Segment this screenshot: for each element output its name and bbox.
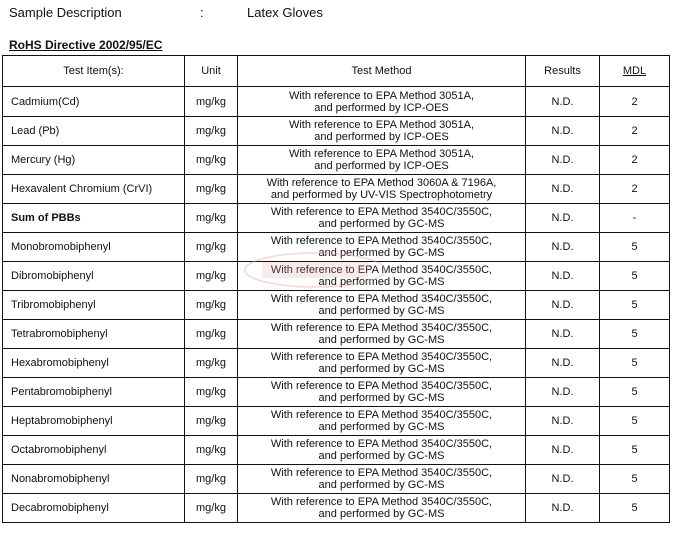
test-method-line2: and performed by ICP-OES: [314, 101, 449, 114]
unit-cell: mg/kg: [185, 291, 238, 320]
test-method-line1: With reference to EPA Method 3540C/3550C,: [270, 351, 493, 363]
header-mdl: MDL: [600, 56, 670, 87]
result-cell: N.D.: [526, 117, 600, 146]
test-method-line1: With reference to EPA Method 3540C/3550C,: [270, 235, 493, 247]
test-method-line1: With reference to EPA Method 3051A,: [288, 119, 475, 131]
result-cell: N.D.: [526, 349, 600, 378]
test-method-cell: [238, 204, 526, 233]
mdl-cell: 5: [600, 407, 670, 436]
test-item-cell: Lead (Pb): [3, 117, 185, 146]
result-cell: N.D.: [526, 436, 600, 465]
test-method-cell: [238, 436, 526, 465]
test-method-line1: With reference to EPA Method 3540C/3550C,: [270, 206, 493, 218]
test-item-cell: Tribromobiphenyl: [3, 291, 185, 320]
test-method-cell: [238, 146, 526, 175]
test-method-line2: and performed by ICP-OES: [314, 160, 449, 172]
unit-cell: mg/kg: [185, 262, 238, 291]
unit-cell: mg/kg: [185, 320, 238, 349]
mdl-cell: 2: [600, 146, 670, 175]
test-item-cell: Mercury (Hg): [3, 146, 185, 175]
test-item-cell: Monobromobiphenyl: [3, 233, 185, 262]
test-method-line1: With reference to EPA Method 3060A & 7196A,: [266, 177, 497, 189]
result-cell: N.D.: [526, 233, 600, 262]
test-method-cell: [238, 320, 526, 349]
unit-cell: mg/kg: [185, 378, 238, 407]
test-method-line1: With reference to EPA Method 3540C/3550C,: [270, 438, 493, 450]
test-item-cell: Dibromobiphenyl: [3, 262, 185, 291]
header-results: Results: [526, 56, 600, 87]
results-table: [2, 55, 670, 523]
table-row: [3, 117, 670, 146]
table-row: [3, 465, 670, 494]
table-row: [3, 87, 670, 117]
table-row: [3, 407, 670, 436]
mdl-cell: 5: [600, 320, 670, 349]
result-cell: N.D.: [526, 146, 600, 175]
unit-cell: mg/kg: [185, 175, 238, 204]
table-row: [3, 378, 670, 407]
test-method-line2: and performed by GC-MS: [318, 450, 445, 462]
result-cell: N.D.: [526, 407, 600, 436]
test-method-line2: and performed by GC-MS: [318, 392, 445, 404]
unit-cell: mg/kg: [185, 349, 238, 378]
test-method-line2: and performed by GC-MS: [318, 305, 445, 317]
header-row: [3, 56, 670, 87]
mdl-cell: 2: [600, 117, 670, 146]
test-item-cell: Cadmium(Cd): [3, 87, 185, 117]
test-method-cell: [238, 262, 526, 291]
table-row: [3, 175, 670, 204]
test-method-line1: With reference to EPA Method 3540C/3550C,: [270, 496, 493, 508]
table-row: [3, 146, 670, 175]
result-cell: N.D.: [526, 175, 600, 204]
test-method-line1: With reference to EPA Method 3540C/3550C,: [270, 467, 493, 479]
mdl-cell: 5: [600, 436, 670, 465]
mdl-cell: 5: [600, 494, 670, 523]
table-row: [3, 494, 670, 523]
table-row: [3, 320, 670, 349]
test-item-cell: Sum of PBBs: [3, 204, 185, 233]
test-method-cell: [238, 465, 526, 494]
unit-cell: mg/kg: [185, 465, 238, 494]
test-item-cell: Hexabromobiphenyl: [3, 349, 185, 378]
test-method-line2: and performed by GC-MS: [318, 479, 445, 491]
test-method-line1: With reference to EPA Method 3540C/3550C,: [270, 322, 493, 334]
mdl-cell: -: [600, 204, 670, 233]
test-item-cell: Heptabromobiphenyl: [3, 407, 185, 436]
test-method-cell: [238, 87, 526, 117]
test-method-line2: and performed by GC-MS: [318, 276, 445, 288]
unit-cell: mg/kg: [185, 117, 238, 146]
result-cell: N.D.: [526, 262, 600, 291]
test-method-line1: With reference to EPA Method 3051A,: [288, 89, 475, 102]
test-item-cell: Pentabromobiphenyl: [3, 378, 185, 407]
sample-description-colon: :: [200, 5, 204, 20]
unit-cell: mg/kg: [185, 436, 238, 465]
test-item-cell: Decabromobiphenyl: [3, 494, 185, 523]
test-method-line2: and performed by UV-VIS Spectrophotometry: [270, 189, 493, 201]
test-method-cell: [238, 175, 526, 204]
test-method-cell: [238, 407, 526, 436]
test-method-cell: [238, 378, 526, 407]
test-method-line2: and performed by GC-MS: [318, 218, 445, 230]
test-method-line2: and performed by GC-MS: [318, 247, 445, 259]
table-row: [3, 291, 670, 320]
mdl-cell: 5: [600, 262, 670, 291]
mdl-cell: 5: [600, 291, 670, 320]
table-row: [3, 233, 670, 262]
test-method-cell: [238, 233, 526, 262]
test-item-cell: Tetrabromobiphenyl: [3, 320, 185, 349]
result-cell: N.D.: [526, 204, 600, 233]
test-method-line2: and performed by ICP-OES: [314, 131, 449, 143]
header-unit: Unit: [185, 56, 238, 87]
table-row: [3, 436, 670, 465]
test-method-line1: With reference to EPA Method 3540C/3550C,: [270, 264, 493, 276]
sample-description-label: Sample Description: [9, 5, 122, 20]
test-method-cell: [238, 494, 526, 523]
table-row: [3, 349, 670, 378]
table-row: [3, 204, 670, 233]
test-method-line2: and performed by GC-MS: [318, 421, 445, 433]
test-method-line1: With reference to EPA Method 3051A,: [288, 148, 475, 160]
mdl-cell: 2: [600, 175, 670, 204]
test-method-line2: and performed by GC-MS: [318, 334, 445, 346]
test-method-cell: [238, 349, 526, 378]
test-method-line1: With reference to EPA Method 3540C/3550C,: [270, 293, 493, 305]
result-cell: N.D.: [526, 291, 600, 320]
result-cell: N.D.: [526, 378, 600, 407]
unit-cell: mg/kg: [185, 407, 238, 436]
mdl-cell: 5: [600, 465, 670, 494]
test-method-line1: With reference to EPA Method 3540C/3550C,: [270, 380, 493, 392]
test-method-line2: and performed by GC-MS: [318, 508, 445, 520]
test-method-line1: With reference to EPA Method 3540C/3550C,: [270, 409, 493, 421]
unit-cell: mg/kg: [185, 233, 238, 262]
header-test-method: Test Method: [238, 56, 526, 87]
test-item-cell: Hexavalent Chromium (CrVI): [3, 175, 185, 204]
result-cell: N.D.: [526, 320, 600, 349]
sample-description-value: Latex Gloves: [247, 5, 323, 20]
table-row: [3, 262, 670, 291]
test-method-line2: and performed by GC-MS: [318, 363, 445, 375]
mdl-cell: 2: [600, 87, 670, 117]
unit-cell: mg/kg: [185, 494, 238, 523]
mdl-cell: 5: [600, 233, 670, 262]
test-item-cell: Octabromobiphenyl: [3, 436, 185, 465]
header-test-item: Test Item(s):: [3, 56, 185, 87]
test-method-cell: [238, 117, 526, 146]
unit-cell: mg/kg: [185, 146, 238, 175]
mdl-cell: 5: [600, 378, 670, 407]
test-method-cell: [238, 291, 526, 320]
unit-cell: mg/kg: [185, 87, 238, 117]
result-cell: N.D.: [526, 87, 600, 117]
result-cell: N.D.: [526, 465, 600, 494]
directive-title: RoHS Directive 2002/95/EC: [9, 38, 163, 52]
result-cell: N.D.: [526, 494, 600, 523]
mdl-cell: 5: [600, 349, 670, 378]
test-item-cell: Nonabromobiphenyl: [3, 465, 185, 494]
unit-cell: mg/kg: [185, 204, 238, 233]
